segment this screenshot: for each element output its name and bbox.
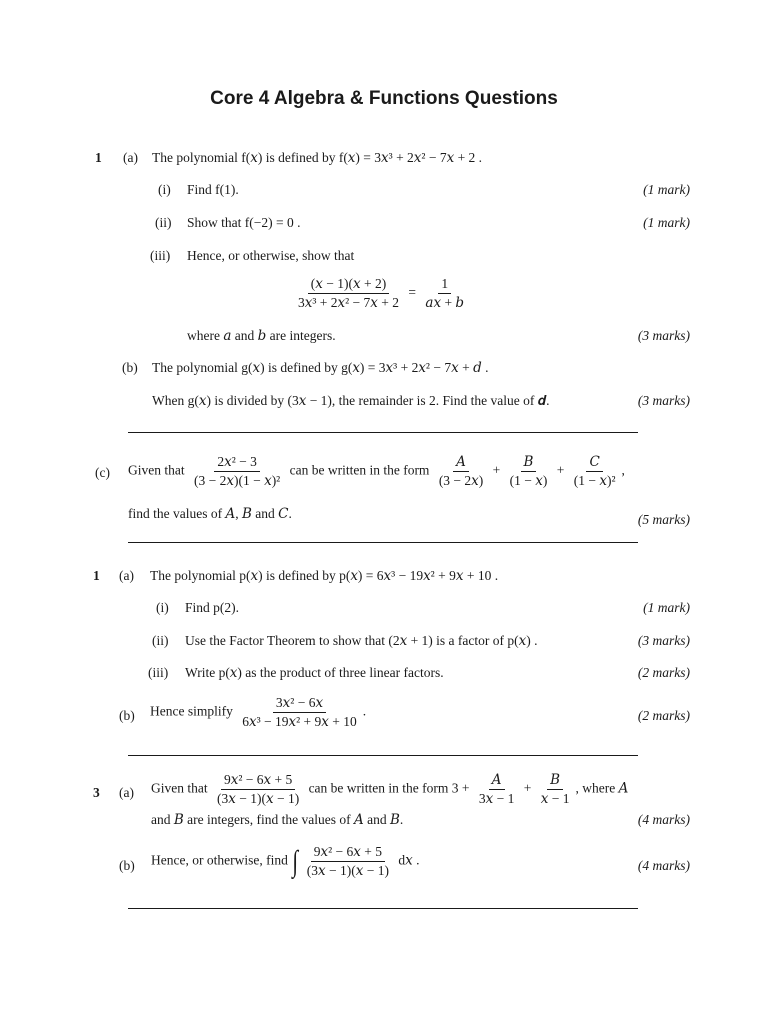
fraction-denominator: 3𝑥 − 1: [478, 791, 515, 806]
qc-marks: (5 marks): [637, 512, 690, 527]
comma: ,: [621, 462, 625, 478]
q1-a-label: (a): [123, 150, 138, 165]
fraction-denominator: (3 − 2𝑥)(1 − 𝑥)²: [194, 473, 281, 488]
q3-given: Given that: [151, 780, 208, 796]
divider: [128, 432, 638, 433]
fraction-numerator: 3𝑥² − 6𝑥: [273, 695, 326, 713]
divider: [128, 908, 638, 909]
equals-sign: =: [408, 284, 417, 300]
fraction-numerator: 𝐶: [586, 454, 602, 472]
fraction-numerator: 1: [438, 276, 451, 294]
plus-sign: +: [492, 462, 501, 478]
fraction-denominator: (1 − 𝑥): [509, 473, 548, 488]
qc-given: Given that: [128, 462, 185, 478]
q1-i-marks: (1 mark): [643, 182, 690, 197]
question-1-number: 1: [95, 150, 102, 165]
q2-i-text: Find p(2).: [185, 600, 239, 615]
fraction-denominator: (3 − 2𝑥): [438, 473, 484, 488]
q3-b-marks: (4 marks): [637, 858, 690, 873]
qc-label: (c): [95, 465, 110, 480]
fraction-denominator: (3𝑥 − 1)(𝑥 − 1): [217, 791, 300, 806]
q2-b-line: [150, 695, 366, 730]
fraction-numerator: 𝐵: [521, 454, 537, 472]
q3-term-a: [476, 772, 517, 807]
divider: [128, 542, 638, 543]
q1-iii-equation: [292, 276, 470, 311]
q3-term-b: [538, 772, 573, 807]
q1-iii-lhs-fraction: [295, 276, 402, 311]
plus-sign: +: [523, 780, 532, 796]
q3-b-fraction: [304, 844, 392, 879]
q2-b-fraction: [239, 695, 360, 730]
q3-a-line: [151, 772, 628, 807]
q1-iii-text: Hence, or otherwise, show that: [187, 248, 355, 263]
qc-find: find the values of 𝐴, 𝐵 and 𝐶.: [128, 506, 292, 521]
fraction-numerator: 𝐵: [547, 772, 563, 790]
q3-b-label: (b): [119, 858, 135, 873]
q1-i-label: (i): [158, 182, 171, 197]
q2-a-label: (a): [119, 568, 134, 583]
fraction-numerator: (𝑥 − 1)(𝑥 + 2): [308, 276, 389, 294]
q1-i-text: Find f(1).: [187, 182, 239, 197]
qc-term-a: [436, 454, 486, 489]
fraction-denominator: 3𝑥³ + 2𝑥² − 7𝑥 + 2: [298, 295, 400, 310]
q2-b-label: (b): [119, 708, 135, 723]
q2-ii-marks: (3 marks): [637, 633, 690, 648]
q2-b-text: Hence simplify: [150, 703, 233, 719]
q1-iii-marks: (3 marks): [637, 328, 690, 343]
q2-b-marks: (2 marks): [637, 708, 690, 723]
plus-sign: +: [556, 462, 565, 478]
q3-a-marks: (4 marks): [637, 812, 690, 827]
q1-a-text: The polynomial f(𝑥) is defined by f(𝑥) = 3𝑥³ + 2𝑥² − 7𝑥 + 2 .: [152, 150, 483, 165]
qc-line: [128, 454, 625, 489]
q1-iii-where: where 𝑎 and 𝑏 are integers.: [187, 328, 336, 343]
q1-b-text: The polynomial g(𝑥) is defined by g(𝑥) = 3𝑥³ + 2𝑥² − 7𝑥 + 𝑑 .: [152, 360, 489, 375]
q3-b-dx: d𝑥 .: [398, 852, 420, 868]
question-3-number: 3: [93, 785, 100, 800]
q2-i-marks: (1 mark): [643, 600, 690, 615]
fraction-denominator: 6𝑥³ − 19𝑥² + 9𝑥 + 10: [242, 714, 357, 729]
fraction-denominator: 𝑥 − 1: [540, 791, 570, 806]
q3-a-label: (a): [119, 785, 134, 800]
fraction-denominator: (1 − 𝑥)²: [573, 473, 616, 488]
fraction-numerator: 𝐴: [489, 772, 505, 790]
q1-iii-label: (iii): [150, 248, 171, 263]
question-2-number: 1: [93, 568, 100, 583]
q3-where: , where 𝐴: [575, 780, 629, 796]
fraction-numerator: 9𝑥² − 6𝑥 + 5: [221, 772, 295, 790]
q2-ii-label: (ii): [152, 633, 169, 648]
q2-iii-text: Write p(𝑥) as the product of three linear factors.: [185, 665, 444, 680]
q1-b-label: (b): [122, 360, 138, 375]
q1-b-text2: When g(𝑥) is divided by (3𝑥 − 1), the remainder is 2. Find the value of 𝒅.: [152, 393, 550, 408]
integral-sign: ∫: [292, 844, 299, 878]
divider: [128, 755, 638, 756]
q1-ii-label: (ii): [155, 215, 172, 230]
qc-mid-text: can be written in the form: [289, 462, 430, 478]
qc-fraction: [191, 454, 283, 489]
q1-ii-text: Show that f(−2) = 0 .: [187, 215, 301, 230]
q1-iii-rhs-fraction: [422, 276, 467, 311]
q3-b-text: Hence, or otherwise, find: [151, 852, 288, 868]
page-title: Core 4 Algebra & Functions Questions: [210, 88, 558, 109]
q3-a-text2: and 𝐵 are integers, find the values of 𝐴 and 𝐵.: [151, 812, 404, 827]
q2-i-label: (i): [156, 600, 169, 615]
qc-term-c: [571, 454, 619, 489]
period: .: [362, 703, 367, 719]
q1-ii-marks: (1 mark): [643, 215, 690, 230]
q3-b-line: [151, 844, 419, 879]
q2-iii-marks: (2 marks): [637, 665, 690, 680]
q2-iii-label: (iii): [148, 665, 169, 680]
q1-b-marks: (3 marks): [637, 393, 690, 408]
fraction-denominator: (3𝑥 − 1)(𝑥 − 1): [306, 863, 389, 878]
q3-fraction: [214, 772, 302, 807]
q2-a-text: The polynomial p(𝑥) is defined by p(𝑥) = 6𝑥³ − 19𝑥² + 9𝑥 + 10 .: [150, 568, 499, 583]
q3-mid-text: can be written in the form 3 +: [308, 780, 470, 796]
fraction-numerator: 9𝑥² − 6𝑥 + 5: [311, 844, 385, 862]
qc-term-b: [507, 454, 551, 489]
fraction-numerator: 𝐴: [453, 454, 469, 472]
fraction-denominator: 𝑎𝑥 + 𝑏: [425, 295, 465, 310]
fraction-numerator: 2𝑥² − 3: [214, 454, 260, 472]
q2-ii-text: Use the Factor Theorem to show that (2𝑥 + 1) is a factor of p(𝑥) .: [185, 633, 538, 648]
